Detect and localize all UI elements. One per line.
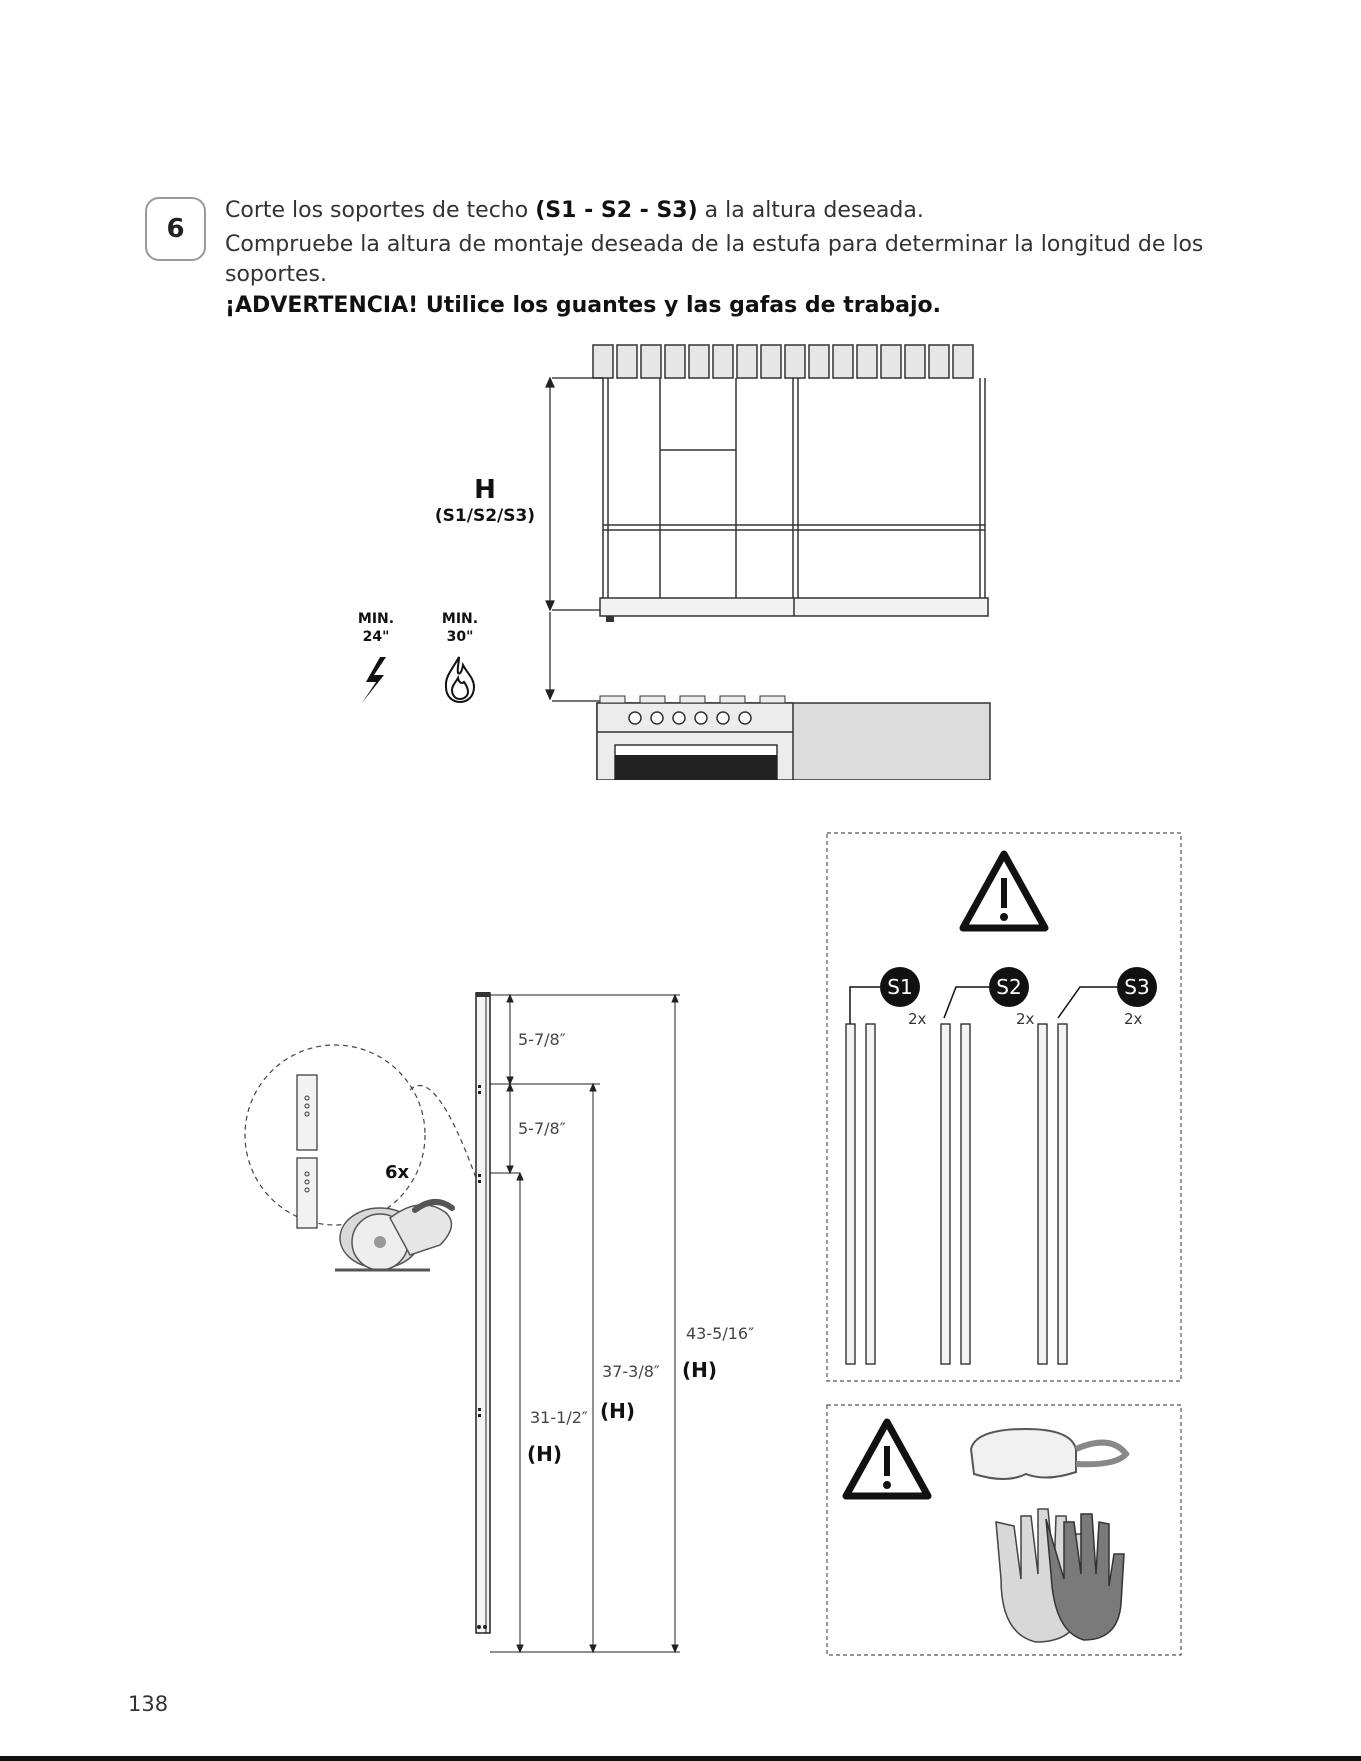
height-sublabel: (S1/S2/S3) bbox=[434, 506, 536, 526]
height-dimension bbox=[546, 378, 603, 701]
part-codes: (S1 - S2 - S3) bbox=[535, 198, 698, 223]
part-s2 bbox=[941, 967, 1035, 1364]
warning-triangle-icon bbox=[846, 1422, 928, 1496]
length-short: 31-1/2″ bbox=[530, 1408, 588, 1427]
warning-triangle-icon bbox=[963, 854, 1045, 928]
cut-count: 6x bbox=[385, 1162, 410, 1183]
part-s1 bbox=[846, 967, 927, 1364]
part-s2-qty: 2x bbox=[1016, 1010, 1035, 1028]
instruction-line-1 bbox=[225, 196, 1225, 226]
part-s1-label: S1 bbox=[887, 975, 913, 999]
range-hood bbox=[600, 598, 988, 622]
parts-panel bbox=[826, 832, 1182, 1382]
safety-equipment-panel bbox=[826, 1404, 1182, 1656]
work-gloves-icon bbox=[996, 1509, 1124, 1642]
cut-dimension-lines bbox=[490, 995, 680, 1652]
length-mid: 37-3/8″ bbox=[602, 1362, 660, 1381]
part-s3 bbox=[1038, 967, 1157, 1364]
segment-length-2: 5-7/8″ bbox=[518, 1119, 566, 1138]
instruction-text: Corte los soportes de techo bbox=[225, 198, 536, 223]
part-s2-label: S2 bbox=[996, 975, 1022, 999]
part-s3-label: S3 bbox=[1124, 975, 1150, 999]
height-tag-mid: (H) bbox=[600, 1399, 636, 1423]
ceiling-support-bar bbox=[476, 992, 490, 1633]
instruction-line-2: Compruebe la altura de montaje deseada de la estufa para determinar la longitud de los soportes. bbox=[225, 232, 1204, 287]
min-electric-value: 24" bbox=[362, 629, 390, 645]
ceiling-support-frame bbox=[603, 378, 985, 600]
part-s3-qty: 2x bbox=[1124, 1010, 1143, 1028]
page-bottom-rule bbox=[0, 1756, 1361, 1761]
min-gas-label: MIN. bbox=[441, 611, 479, 627]
part-s1-qty: 2x bbox=[908, 1010, 927, 1028]
warning-text: ¡ADVERTENCIA! Utilice los guantes y las gafas de trabajo. bbox=[225, 293, 942, 318]
cooktop-range bbox=[597, 696, 990, 780]
segment-length-1: 5-7/8″ bbox=[518, 1030, 566, 1049]
step-number-badge: 6 bbox=[145, 197, 206, 261]
height-tag-short: (H) bbox=[527, 1442, 563, 1466]
support-cut-diagram bbox=[240, 980, 780, 1660]
safety-goggles-icon bbox=[971, 1429, 1126, 1479]
lightning-icon bbox=[362, 657, 386, 703]
flame-icon bbox=[446, 657, 474, 702]
height-label: H bbox=[474, 475, 496, 505]
instruction-text: a la altura deseada. bbox=[697, 198, 924, 223]
min-gas-value: 30" bbox=[446, 629, 474, 645]
height-tag-long: (H) bbox=[682, 1358, 718, 1382]
page-number: 138 bbox=[128, 1692, 169, 1716]
installation-height-diagram bbox=[340, 335, 1020, 780]
min-electric-label: MIN. bbox=[357, 611, 395, 627]
ceiling-joists bbox=[593, 345, 973, 378]
length-long: 43-5/16″ bbox=[686, 1324, 755, 1343]
circular-saw-icon bbox=[335, 1202, 452, 1270]
